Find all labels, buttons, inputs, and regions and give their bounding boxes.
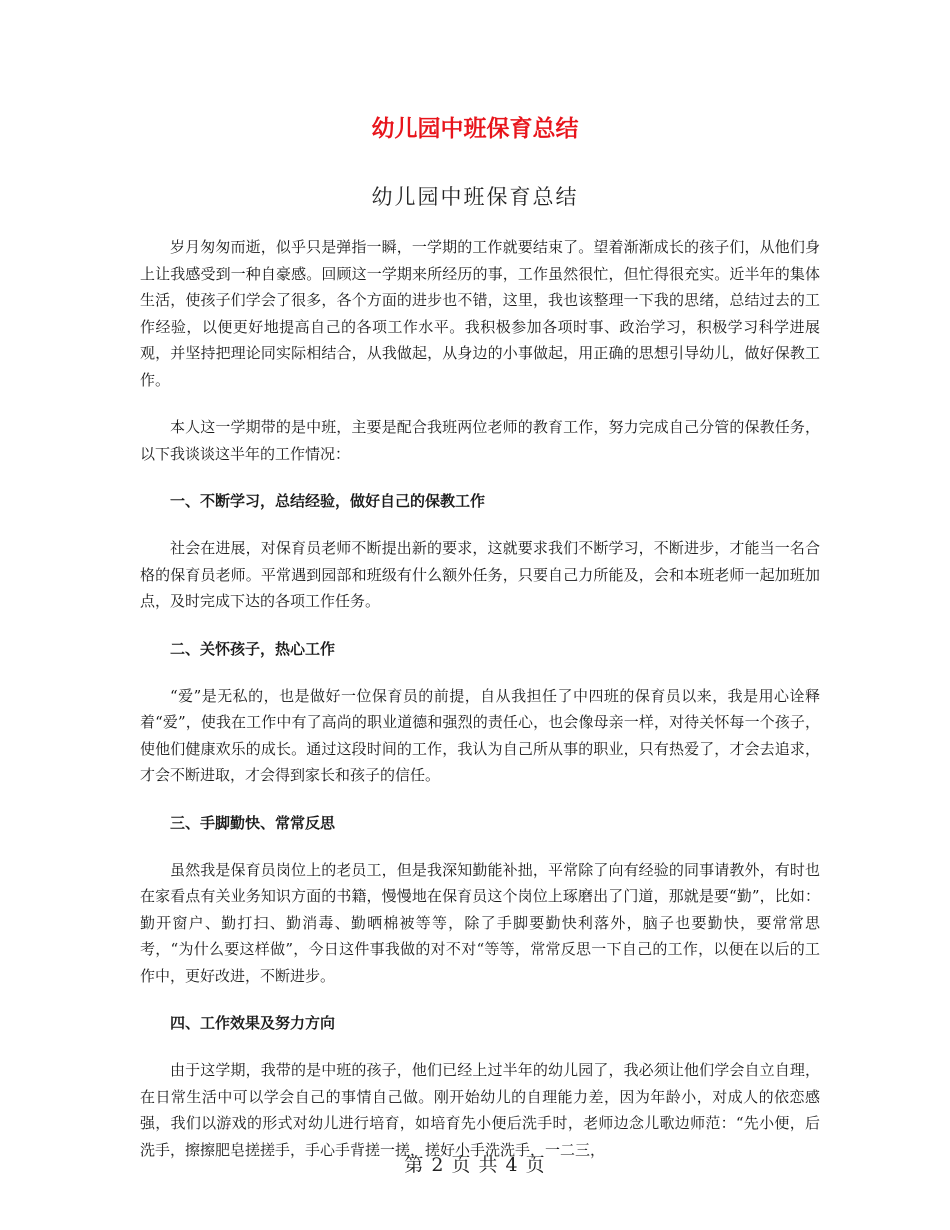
section-text-2: “爱”是无私的，也是做好一位保育员的前提，自从我担任了中四班的保育员以来，我是用心诠释着“爱”，使我在工作中有了高尚的职业道德和强烈的责任心，也会像母亲一样，对待关怀每一个孩子，使他们健康欢乐的成长。通过这段时间的工作，我认为自己所从事的职业，只有热爱了，才会去追求，才会不断进取，才会得到家长和孩子的信任。 [140, 686, 820, 784]
section-heading-1: 一、不断学习，总结经验，做好自己的保教工作 [170, 492, 486, 510]
section-text-1: 社会在进展，对保育员老师不断提出新的要求，这就要求我们不断学习，不断进步，才能当一名合格的保育员老师。平常遇到园部和班级有什么额外任务，只要自己力所能及，会和本班老师一起加班加点，及时完成下达的各项工作任务。 [140, 539, 820, 610]
section-heading-3: 三、手脚勤快、常常反思 [170, 813, 336, 832]
overview-paragraph: 本人这一学期带的是中班，主要是配合我班两位老师的教育工作，努力完成自己分管的保教任务，以下我谈谈这半年的工作情况： [140, 418, 820, 463]
document-body [140, 234, 820, 1163]
document-title: 幼儿园中班保育总结 [371, 116, 579, 142]
section-heading-2: 二、关怀孩子，热心工作 [170, 639, 336, 658]
page-footer: 第 2 页 共 4 页 [404, 1154, 546, 1176]
intro-paragraph: 岁月匆匆而逝，似乎只是弹指一瞬，一学期的工作就要结束了。望着渐渐成长的孩子们，从他们身上让我感受到一种自豪感。回顾这一学期来所经历的事，工作虽然很忙，但忙得很充实。近半年的集体生活，使孩子们学会了很多，各个方面的进步也不错，这里，我也该整理一下我的思绪，总结过去的工作经验，以便更好地提高自己的各项工作水平。我积极参加各项时事、政治学习，积极学习科学进展观，并坚持把理论同实际相结合，从我做起，从身边的小事做起，用正确的思想引导幼儿，做好保教工作。 [140, 238, 820, 389]
section-heading-4: 四、工作效果及努力方向 [170, 1014, 336, 1032]
document-subtitle: 幼儿园中班保育总结 [371, 185, 579, 209]
section-text-4: 由于这学期，我带的是中班的孩子，他们已经上过半年的幼儿园了，我必须让他们学会自立自理，在日常生活中可以学会自己的事情自己做。刚开始幼儿的自理能力差，因为年龄小，对成人的依恋感强，我们以游戏的形式对幼儿进行培育，如培育先小便后洗手时，老师边念儿歌边师范：“先小便，后洗手，擦擦肥皂搓搓手，手心手背搓一搓，搓好小手洗洗手，一二三， [140, 1061, 820, 1159]
section-text-3: 虽然我是保育员岗位上的老员工，但是我深知勤能补拙，平常除了向有经验的同事请教外，有时也在家看点有关业务知识方面的书籍，慢慢地在保育员这个岗位上琢磨出了门道，那就是要“勤”，比如：勤开窗户、勤打扫、勤消毒、勤晒棉被等等，除了手脚要勤快利落外，脑子也要勤快，要常常思考，“为什么要这样做”，今日这件事我做的对不对“等等，常常反思一下自己的工作，以便在以后的工作中，更好改进，不断进步。 [140, 860, 820, 985]
